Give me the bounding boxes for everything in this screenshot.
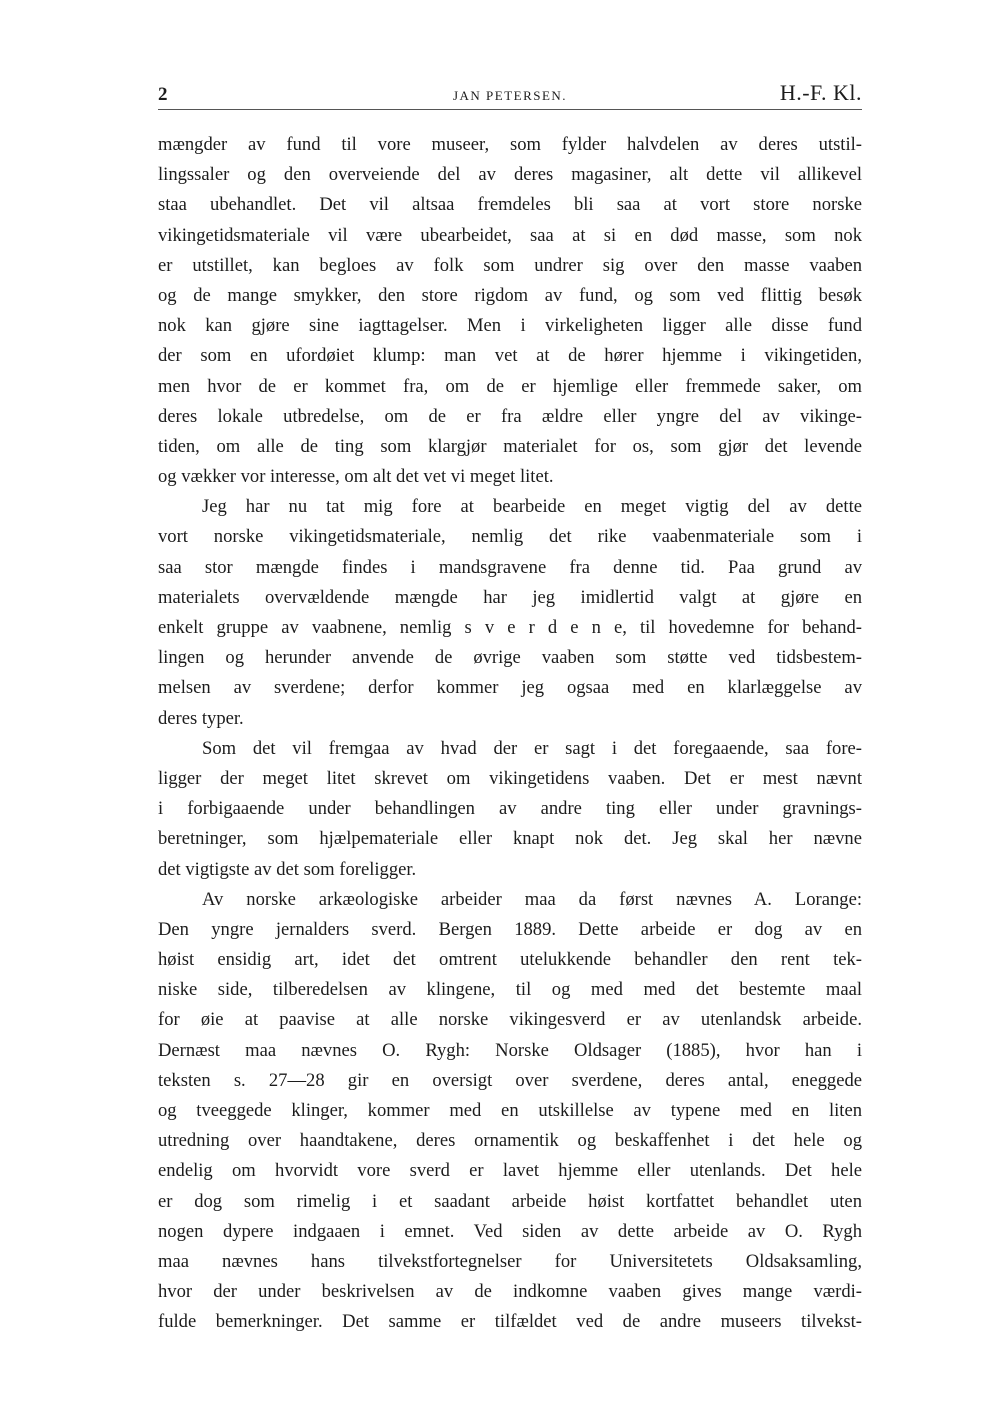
text-line: teksten s. 27—28 gir en oversigt over sverdene, deres antal, eneggede <box>158 1069 862 1091</box>
text-line: materialets overvældende mængde har jeg imidlertid valgt at gjøre en <box>158 586 862 608</box>
text-line: nok kan gjøre sine iagttagelser. Men i virkeligheten ligger alle disse fund <box>158 315 862 337</box>
text-line: Dernæst maa nævnes O. Rygh: Norske Oldsager (1885), hvor han i <box>158 1039 862 1061</box>
text-line: staa ubehandlet. Det vil altsaa fremdeles bli saa at vort store norske <box>158 194 862 216</box>
text-line: i forbigaaende under behandlingen av andre ting eller under gravnings- <box>158 798 862 820</box>
page-header <box>158 80 862 110</box>
text-line: mængder av fund til vore museer, som fylder halvdelen av deres utstil- <box>158 134 862 155</box>
paragraph <box>158 130 862 492</box>
text-line: lingen og herunder anvende de øvrige vaaben som støtte ved tidsbestem- <box>158 647 862 669</box>
text-line: nogen dypere indgaaen i emnet. Ved siden av dette arbeide av O. Rygh <box>158 1220 862 1242</box>
text-line: der som en ufordøiet klump: man vet at de hører hjemme i vikingetiden, <box>158 345 862 367</box>
running-title: JAN PETERSEN. <box>452 88 568 103</box>
paragraph <box>158 885 862 1338</box>
text-line: saa stor mængde findes i mandsgravene fra denne tid. Paa grund av <box>158 556 862 578</box>
text-line: for øie at paavise at alle norske vikingesverd er av utenlandsk arbeide. <box>158 1009 862 1031</box>
paragraph <box>158 492 862 734</box>
text-line: enkelt gruppe av vaabnene, nemlig s v e r d e n e, til hovedemne for behand- <box>158 617 862 638</box>
text-line: høist ensidig art, idet det omtrent utelukkende behandler den rent tek- <box>158 949 862 971</box>
text-line: hvor der under beskrivelsen av de indkomne vaaben gives mange værdi- <box>158 1281 862 1303</box>
text-line: deres typer. <box>158 707 244 729</box>
text-line: og de mange smykker, den store rigdom av fund, og som ved flittig besøk <box>158 284 862 306</box>
text-line: maa nævnes hans tilvekstfortegnelser for Universitetets Oldsaksamling, <box>158 1250 862 1272</box>
paragraph <box>158 734 862 885</box>
text-line: det vigtigste av det som foreligger. <box>158 858 417 880</box>
text-line: niske side, tilberedelsen av klingene, til og med med det bestemte maal <box>158 979 862 1001</box>
text-line: vort norske vikingetidsmateriale, nemlig det rike vaabenmateriale som i <box>158 526 862 548</box>
text-line: Av norske arkæologiske arbeider maa da først nævnes A. Lorange: <box>202 888 862 910</box>
text-line: deres lokale utbredelse, om de er fra ældre eller yngre del av vikinge- <box>158 405 862 427</box>
text-line: vikingetidsmateriale vil være ubearbeidet, saa at si en død masse, som nok <box>158 224 862 246</box>
section-label: H.-F. Kl. <box>779 80 862 105</box>
text-line: er dog som rimelig i et saadant arbeide høist kortfattet behandlet uten <box>158 1190 862 1212</box>
body-text <box>158 130 862 1338</box>
text-line: og tveeggede klinger, kommer med en utskillelse av typene med en liten <box>158 1100 862 1121</box>
text-line: og vækker vor interesse, om alt det vet vi meget litet. <box>158 466 554 488</box>
text-line: melsen av sverdene; derfor kommer jeg ogsaa med en klarlæggelse av <box>158 677 862 699</box>
text-line: Som det vil fremgaa av hvad der er sagt i det foregaaende, saa fore- <box>202 737 862 759</box>
text-line: Den yngre jernalders sverd. Bergen 1889. Dette arbeide er dog av en <box>158 918 862 940</box>
text-line: endelig om hvorvidt vore sverd er lavet hjemme eller utenlands. Det hele <box>158 1160 862 1182</box>
text-line: Jeg har nu tat mig fore at bearbeide en meget vigtig del av dette <box>202 496 862 518</box>
text-line: er utstillet, kan begloes av folk som undrer sig over den masse vaaben <box>158 254 862 276</box>
text-line: fulde bemerkninger. Det samme er tilfældet ved de andre museers tilvekst- <box>158 1311 862 1333</box>
text-line: utredning over haandtakene, deres ornamentik og beskaffenhet i det hele og <box>158 1130 862 1152</box>
text-line: lingssaler og den overveiende del av deres magasiner, alt dette vil allikevel <box>158 164 862 186</box>
page-number: 2 <box>158 84 168 105</box>
text-line: beretninger, som hjælpemateriale eller knapt nok det. Jeg skal her nævne <box>158 828 862 850</box>
text-line: ligger der meget litet skrevet om vikingetidens vaaben. Det er mest nævnt <box>158 767 862 789</box>
header-rule <box>158 109 862 110</box>
text-line: men hvor de er kommet fra, om de er hjemlige eller fremmede saker, om <box>158 375 862 397</box>
text-line: tiden, om alle de ting som klargjør materialet for os, som gjør det levende <box>158 435 862 457</box>
